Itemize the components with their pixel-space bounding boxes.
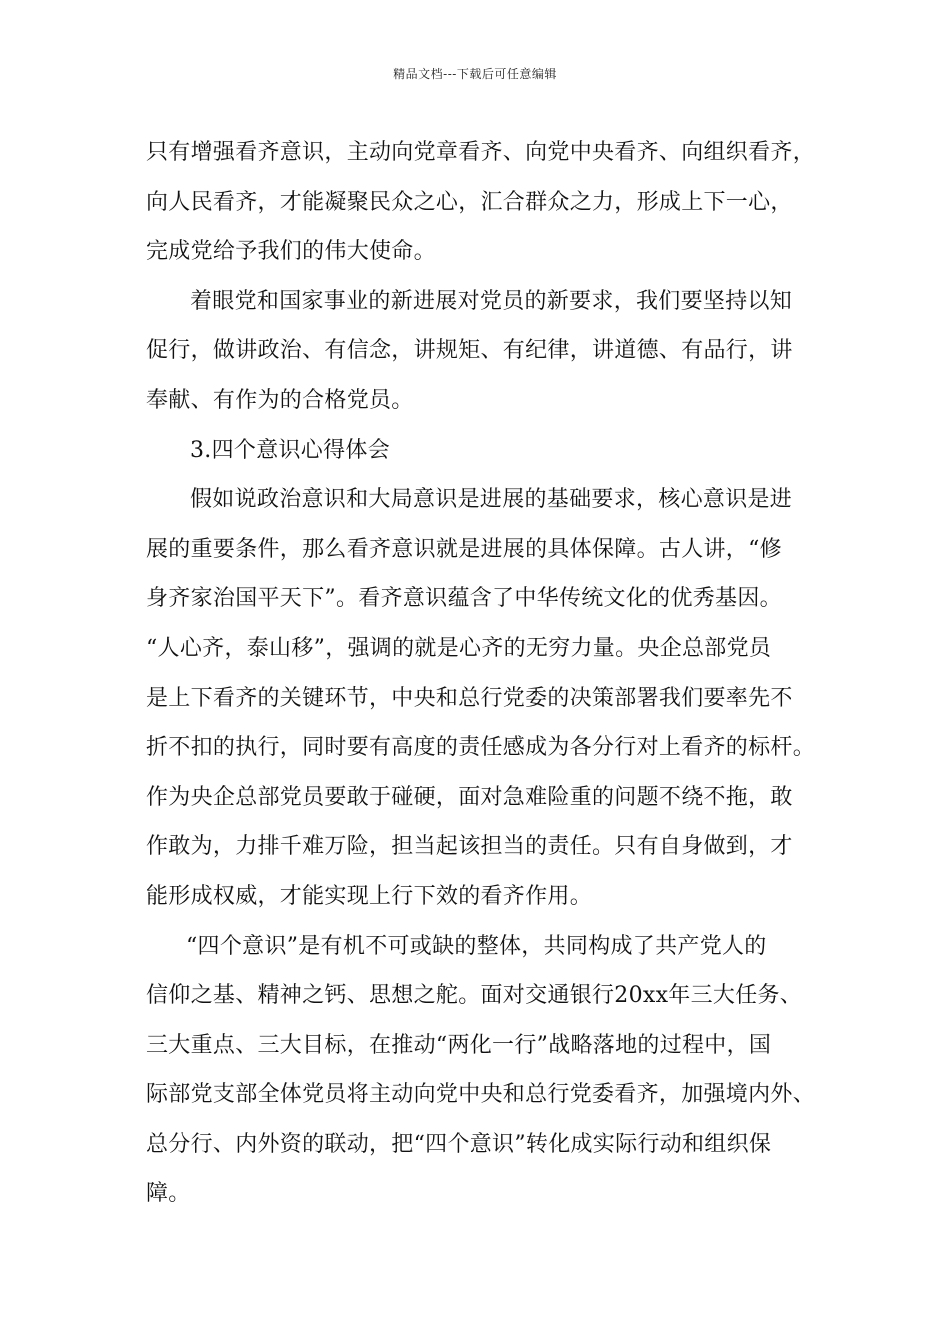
- text-line: 作敢为，力排千难万险，担当起该担当的责任。只有自身做到，才: [146, 834, 793, 860]
- section-heading: 3.四个意识心得体会: [190, 437, 390, 463]
- text-line: 只有增强看齐意识，主动向党章看齐、向党中央看齐、向组织看齐，: [146, 140, 816, 165]
- text-line: 促行，做讲政治、有信念，讲规矩、有纪律，讲道德、有品行，讲: [146, 338, 793, 364]
- page-header: 精品文档---下载后可任意编辑: [393, 67, 557, 81]
- text-line: 总分行、内外资的联动，把“四个意识”转化成实际行动和组织保: [146, 1131, 772, 1157]
- document-body: [146, 128, 846, 1219]
- paragraph-first-line: 假如说政治意识和大局意识是进展的基础要求，核心意识是进: [190, 487, 793, 513]
- text-line: 奉献、有作为的合格党员。: [146, 387, 414, 413]
- paragraph-first-line: 着眼党和国家事业的新进展对党员的新要求，我们要坚持以知: [190, 288, 793, 314]
- text-line: 际部党支部全体党员将主动向党中央和总行党委看齐，加强境内外、: [146, 1082, 816, 1108]
- text-line: 身齐家治国平天下”。看齐意识蕴含了中华传统文化的优秀基因。: [146, 586, 782, 612]
- text-line: 能形成权威，才能实现上行下效的看齐作用。: [146, 883, 593, 909]
- text-line: 向人民看齐，才能凝聚民众之心，汇合群众之力，形成上下一心，: [146, 189, 793, 215]
- text-line: 完成党给予我们的伟大使命。: [146, 239, 436, 265]
- text-line: 展的重要条件，那么看齐意识就是进展的具体保障。古人讲，“修: [146, 536, 782, 562]
- text-line: 作为央企总部党员要敢于碰硬，面对急难险重的问题不绕不拖，敢: [146, 784, 793, 810]
- paragraph-first-line: “四个意识”是有机不可或缺的整体，共同构成了共产党人的: [186, 933, 767, 959]
- text-line: 障。: [146, 1181, 191, 1207]
- text-line: 是上下看齐的关键环节，中央和总行党委的决策部署我们要率先不: [146, 685, 793, 711]
- text-line: 折不扣的执行，同时要有高度的责任感成为各分行对上看齐的标杆。: [146, 735, 816, 761]
- text-line: 三大重点、三大目标，在推动“两化一行”战略落地的过程中，国: [146, 1032, 772, 1058]
- text-line: 信仰之基、精神之钙、思想之舵。面对交通银行20xx年三大任务、: [146, 983, 803, 1009]
- text-line: “人心齐，泰山移”，强调的就是心齐的无穷力量。央企总部党员: [146, 635, 772, 661]
